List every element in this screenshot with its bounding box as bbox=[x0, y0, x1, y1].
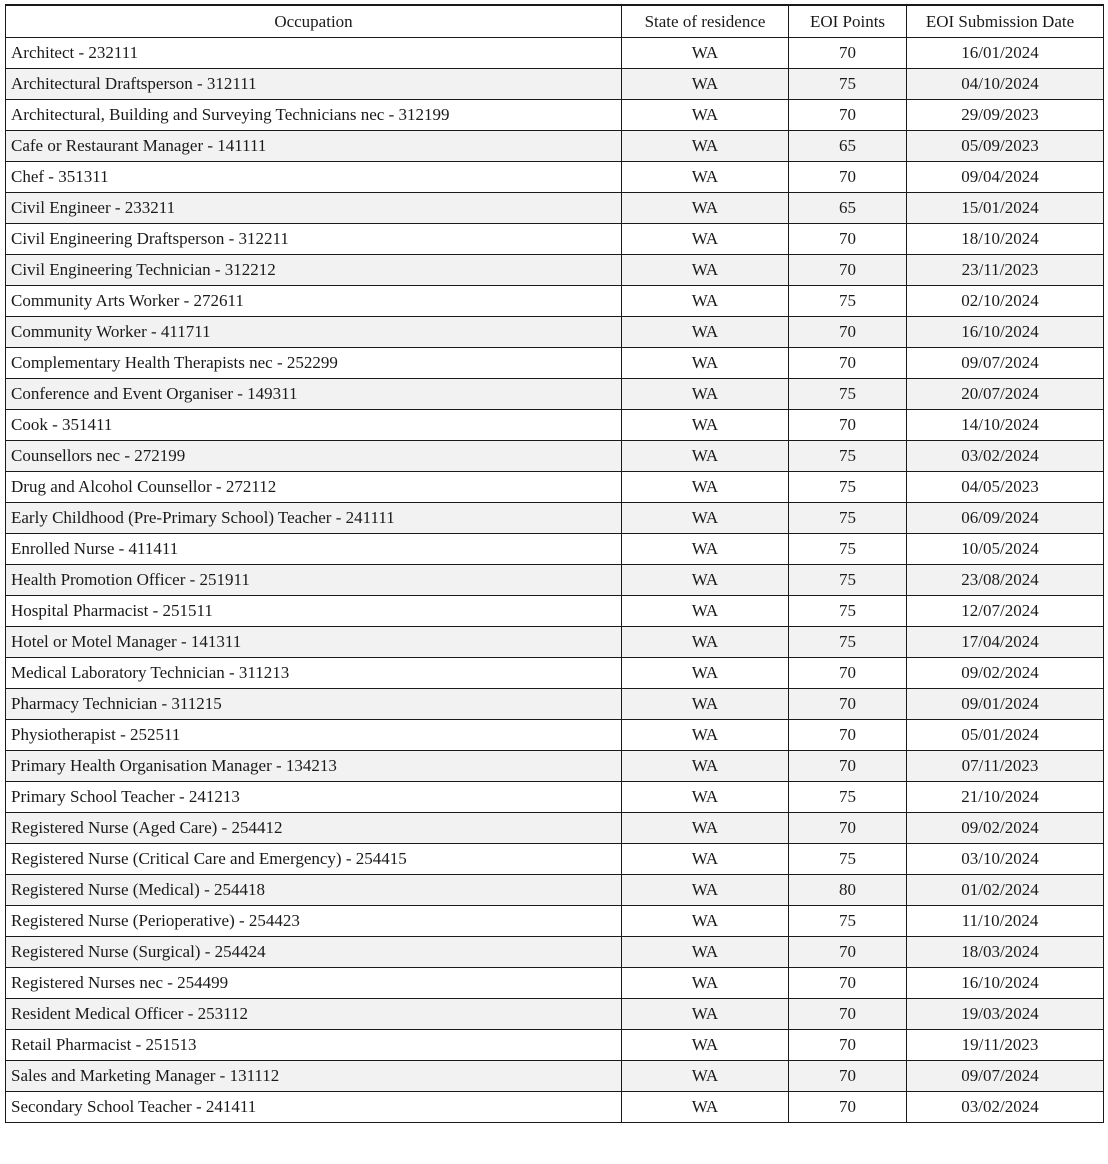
table-row bbox=[6, 1092, 1104, 1123]
points-cell[interactable]: 70 bbox=[789, 658, 907, 689]
occupation-cell[interactable]: Early Childhood (Pre-Primary School) Teacher - 241111 bbox=[6, 503, 622, 534]
table-row bbox=[6, 906, 1104, 937]
date-cell[interactable]: 18/10/2024 bbox=[907, 224, 1104, 255]
occupation-cell[interactable]: Health Promotion Officer - 251911 bbox=[6, 565, 622, 596]
points-cell[interactable]: 75 bbox=[789, 534, 907, 565]
points-cell[interactable]: 70 bbox=[789, 100, 907, 131]
occupation-cell[interactable]: Resident Medical Officer - 253112 bbox=[6, 999, 622, 1030]
date-cell[interactable]: 12/07/2024 bbox=[907, 596, 1104, 627]
table-row bbox=[6, 472, 1104, 503]
points-cell[interactable]: 75 bbox=[789, 844, 907, 875]
points-cell[interactable]: 70 bbox=[789, 999, 907, 1030]
state-cell[interactable]: WA bbox=[622, 100, 789, 131]
table-row bbox=[6, 441, 1104, 472]
date-cell[interactable]: 04/10/2024 bbox=[907, 69, 1104, 100]
date-cell[interactable]: 09/07/2024 bbox=[907, 1061, 1104, 1092]
points-cell[interactable]: 75 bbox=[789, 627, 907, 658]
state-cell[interactable]: WA bbox=[622, 627, 789, 658]
state-cell[interactable]: WA bbox=[622, 813, 789, 844]
points-cell[interactable]: 70 bbox=[789, 937, 907, 968]
state-cell[interactable]: WA bbox=[622, 379, 789, 410]
occupation-cell[interactable]: Counsellors nec - 272199 bbox=[6, 441, 622, 472]
date-cell[interactable]: 03/10/2024 bbox=[907, 844, 1104, 875]
date-cell[interactable]: 15/01/2024 bbox=[907, 193, 1104, 224]
date-cell[interactable]: 19/03/2024 bbox=[907, 999, 1104, 1030]
points-cell[interactable]: 70 bbox=[789, 38, 907, 69]
state-cell[interactable]: WA bbox=[622, 1092, 789, 1123]
occupation-cell[interactable]: Hotel or Motel Manager - 141311 bbox=[6, 627, 622, 658]
table-row bbox=[6, 813, 1104, 844]
date-cell[interactable]: 06/09/2024 bbox=[907, 503, 1104, 534]
state-cell[interactable]: WA bbox=[622, 348, 789, 379]
points-cell[interactable]: 75 bbox=[789, 565, 907, 596]
table-row bbox=[6, 937, 1104, 968]
points-cell[interactable]: 70 bbox=[789, 348, 907, 379]
points-cell[interactable]: 70 bbox=[789, 410, 907, 441]
table-row bbox=[6, 255, 1104, 286]
table-row bbox=[6, 596, 1104, 627]
points-cell[interactable]: 75 bbox=[789, 379, 907, 410]
table-row bbox=[6, 379, 1104, 410]
state-cell[interactable]: WA bbox=[622, 534, 789, 565]
points-cell[interactable]: 75 bbox=[789, 441, 907, 472]
state-cell[interactable]: WA bbox=[622, 937, 789, 968]
points-cell[interactable]: 70 bbox=[789, 224, 907, 255]
table-row bbox=[6, 782, 1104, 813]
table-row bbox=[6, 1030, 1104, 1061]
state-cell[interactable]: WA bbox=[622, 720, 789, 751]
occupation-cell[interactable]: Registered Nurse (Medical) - 254418 bbox=[6, 875, 622, 906]
occupation-cell[interactable]: Complementary Health Therapists nec - 252299 bbox=[6, 348, 622, 379]
table-body bbox=[6, 38, 1104, 1123]
state-cell[interactable]: WA bbox=[622, 565, 789, 596]
state-cell[interactable]: WA bbox=[622, 441, 789, 472]
points-cell[interactable]: 70 bbox=[789, 255, 907, 286]
table-row bbox=[6, 410, 1104, 441]
occupation-cell[interactable]: Community Worker - 411711 bbox=[6, 317, 622, 348]
state-cell[interactable]: WA bbox=[622, 38, 789, 69]
table-row bbox=[6, 875, 1104, 906]
state-cell[interactable]: WA bbox=[622, 596, 789, 627]
points-cell[interactable]: 70 bbox=[789, 813, 907, 844]
points-cell[interactable]: 65 bbox=[789, 193, 907, 224]
state-cell[interactable]: WA bbox=[622, 472, 789, 503]
date-cell[interactable]: 09/02/2024 bbox=[907, 658, 1104, 689]
date-cell[interactable]: 16/10/2024 bbox=[907, 317, 1104, 348]
state-cell[interactable]: WA bbox=[622, 410, 789, 441]
eoi-table bbox=[5, 4, 1104, 1123]
points-cell[interactable]: 65 bbox=[789, 131, 907, 162]
points-cell[interactable]: 75 bbox=[789, 286, 907, 317]
points-cell[interactable]: 70 bbox=[789, 751, 907, 782]
occupation-cell[interactable]: Sales and Marketing Manager - 131112 bbox=[6, 1061, 622, 1092]
table-row bbox=[6, 565, 1104, 596]
state-cell[interactable]: WA bbox=[622, 286, 789, 317]
date-cell[interactable]: 23/11/2023 bbox=[907, 255, 1104, 286]
state-cell[interactable]: WA bbox=[622, 1030, 789, 1061]
table-row bbox=[6, 627, 1104, 658]
date-cell[interactable]: 09/02/2024 bbox=[907, 813, 1104, 844]
table-row bbox=[6, 751, 1104, 782]
occupation-cell[interactable]: Enrolled Nurse - 411411 bbox=[6, 534, 622, 565]
points-cell[interactable]: 70 bbox=[789, 1061, 907, 1092]
state-cell[interactable]: WA bbox=[622, 906, 789, 937]
points-cell[interactable]: 70 bbox=[789, 968, 907, 999]
header-state-of-residence[interactable]: State of residence bbox=[622, 5, 789, 38]
points-cell[interactable]: 70 bbox=[789, 317, 907, 348]
occupation-cell[interactable]: Registered Nurses nec - 254499 bbox=[6, 968, 622, 999]
occupation-cell[interactable]: Retail Pharmacist - 251513 bbox=[6, 1030, 622, 1061]
occupation-cell[interactable]: Chef - 351311 bbox=[6, 162, 622, 193]
date-cell[interactable]: 09/01/2024 bbox=[907, 689, 1104, 720]
date-cell[interactable]: 04/05/2023 bbox=[907, 472, 1104, 503]
occupation-cell[interactable]: Registered Nurse (Perioperative) - 254423 bbox=[6, 906, 622, 937]
occupation-cell[interactable]: Architectural, Building and Surveying Technicians nec - 312199 bbox=[6, 100, 622, 131]
date-cell[interactable]: 16/01/2024 bbox=[907, 38, 1104, 69]
table-row bbox=[6, 224, 1104, 255]
state-cell[interactable]: WA bbox=[622, 193, 789, 224]
date-cell[interactable]: 09/07/2024 bbox=[907, 348, 1104, 379]
state-cell[interactable]: WA bbox=[622, 1061, 789, 1092]
occupation-cell[interactable]: Cafe or Restaurant Manager - 141111 bbox=[6, 131, 622, 162]
table-row bbox=[6, 348, 1104, 379]
date-cell[interactable]: 11/10/2024 bbox=[907, 906, 1104, 937]
date-cell[interactable]: 05/01/2024 bbox=[907, 720, 1104, 751]
points-cell[interactable]: 70 bbox=[789, 1092, 907, 1123]
table-row bbox=[6, 720, 1104, 751]
occupation-cell[interactable]: Physiotherapist - 252511 bbox=[6, 720, 622, 751]
occupation-cell[interactable]: Conference and Event Organiser - 149311 bbox=[6, 379, 622, 410]
occupation-cell[interactable]: Community Arts Worker - 272611 bbox=[6, 286, 622, 317]
points-cell[interactable]: 80 bbox=[789, 875, 907, 906]
occupation-cell[interactable]: Civil Engineering Draftsperson - 312211 bbox=[6, 224, 622, 255]
table-header bbox=[6, 5, 1104, 38]
date-cell[interactable]: 03/02/2024 bbox=[907, 1092, 1104, 1123]
table-row bbox=[6, 131, 1104, 162]
table-row bbox=[6, 689, 1104, 720]
table-row bbox=[6, 968, 1104, 999]
occupation-cell[interactable]: Architectural Draftsperson - 312111 bbox=[6, 69, 622, 100]
state-cell[interactable]: WA bbox=[622, 689, 789, 720]
date-cell[interactable]: 01/02/2024 bbox=[907, 875, 1104, 906]
occupation-cell[interactable]: Registered Nurse (Aged Care) - 254412 bbox=[6, 813, 622, 844]
table-row bbox=[6, 844, 1104, 875]
state-cell[interactable]: WA bbox=[622, 968, 789, 999]
state-cell[interactable]: WA bbox=[622, 224, 789, 255]
occupation-cell[interactable]: Cook - 351411 bbox=[6, 410, 622, 441]
table-row bbox=[6, 38, 1104, 69]
date-cell[interactable]: 17/04/2024 bbox=[907, 627, 1104, 658]
table-row bbox=[6, 999, 1104, 1030]
table-row bbox=[6, 534, 1104, 565]
state-cell[interactable]: WA bbox=[622, 131, 789, 162]
date-cell[interactable]: 16/10/2024 bbox=[907, 968, 1104, 999]
points-cell[interactable]: 75 bbox=[789, 596, 907, 627]
state-cell[interactable]: WA bbox=[622, 69, 789, 100]
state-cell[interactable]: WA bbox=[622, 503, 789, 534]
occupation-cell[interactable]: Civil Engineer - 233211 bbox=[6, 193, 622, 224]
occupation-cell[interactable]: Registered Nurse (Critical Care and Emergency) - 254415 bbox=[6, 844, 622, 875]
points-cell[interactable]: 75 bbox=[789, 472, 907, 503]
date-cell[interactable]: 07/11/2023 bbox=[907, 751, 1104, 782]
occupation-cell[interactable]: Medical Laboratory Technician - 311213 bbox=[6, 658, 622, 689]
table-row bbox=[6, 658, 1104, 689]
table-row bbox=[6, 1061, 1104, 1092]
state-cell[interactable]: WA bbox=[622, 162, 789, 193]
date-cell[interactable]: 02/10/2024 bbox=[907, 286, 1104, 317]
table-row bbox=[6, 69, 1104, 100]
date-cell[interactable]: 21/10/2024 bbox=[907, 782, 1104, 813]
date-cell[interactable]: 19/11/2023 bbox=[907, 1030, 1104, 1061]
table-row bbox=[6, 100, 1104, 131]
points-cell[interactable]: 70 bbox=[789, 689, 907, 720]
state-cell[interactable]: WA bbox=[622, 751, 789, 782]
date-cell[interactable]: 14/10/2024 bbox=[907, 410, 1104, 441]
table-row bbox=[6, 317, 1104, 348]
occupation-cell[interactable]: Drug and Alcohol Counsellor - 272112 bbox=[6, 472, 622, 503]
date-cell[interactable]: 03/02/2024 bbox=[907, 441, 1104, 472]
occupation-cell[interactable]: Primary School Teacher - 241213 bbox=[6, 782, 622, 813]
date-cell[interactable]: 10/05/2024 bbox=[907, 534, 1104, 565]
occupation-cell[interactable]: Primary Health Organisation Manager - 134213 bbox=[6, 751, 622, 782]
state-cell[interactable]: WA bbox=[622, 255, 789, 286]
date-cell[interactable]: 05/09/2023 bbox=[907, 131, 1104, 162]
state-cell[interactable]: WA bbox=[622, 844, 789, 875]
points-cell[interactable]: 70 bbox=[789, 1030, 907, 1061]
date-cell[interactable]: 20/07/2024 bbox=[907, 379, 1104, 410]
occupation-cell[interactable]: Secondary School Teacher - 241411 bbox=[6, 1092, 622, 1123]
state-cell[interactable]: WA bbox=[622, 999, 789, 1030]
header-row bbox=[6, 5, 1104, 38]
state-cell[interactable]: WA bbox=[622, 782, 789, 813]
points-cell[interactable]: 75 bbox=[789, 782, 907, 813]
occupation-cell[interactable]: Hospital Pharmacist - 251511 bbox=[6, 596, 622, 627]
state-cell[interactable]: WA bbox=[622, 875, 789, 906]
table-row bbox=[6, 286, 1104, 317]
points-cell[interactable]: 70 bbox=[789, 720, 907, 751]
occupation-cell[interactable]: Pharmacy Technician - 311215 bbox=[6, 689, 622, 720]
header-eoi-points[interactable]: EOI Points bbox=[789, 5, 907, 38]
occupation-cell[interactable]: Registered Nurse (Surgical) - 254424 bbox=[6, 937, 622, 968]
state-cell[interactable]: WA bbox=[622, 317, 789, 348]
date-cell[interactable]: 23/08/2024 bbox=[907, 565, 1104, 596]
table-row bbox=[6, 193, 1104, 224]
table-row bbox=[6, 162, 1104, 193]
date-cell[interactable]: 09/04/2024 bbox=[907, 162, 1104, 193]
points-cell[interactable]: 70 bbox=[789, 162, 907, 193]
points-cell[interactable]: 75 bbox=[789, 503, 907, 534]
occupation-cell[interactable]: Civil Engineering Technician - 312212 bbox=[6, 255, 622, 286]
header-occupation[interactable]: Occupation bbox=[6, 5, 622, 38]
table-row bbox=[6, 503, 1104, 534]
occupation-cell[interactable]: Architect - 232111 bbox=[6, 38, 622, 69]
header-eoi-submission-date[interactable]: EOI Submission Date bbox=[907, 5, 1104, 38]
points-cell[interactable]: 75 bbox=[789, 69, 907, 100]
points-cell[interactable]: 75 bbox=[789, 906, 907, 937]
date-cell[interactable]: 18/03/2024 bbox=[907, 937, 1104, 968]
date-cell[interactable]: 29/09/2023 bbox=[907, 100, 1104, 131]
state-cell[interactable]: WA bbox=[622, 658, 789, 689]
